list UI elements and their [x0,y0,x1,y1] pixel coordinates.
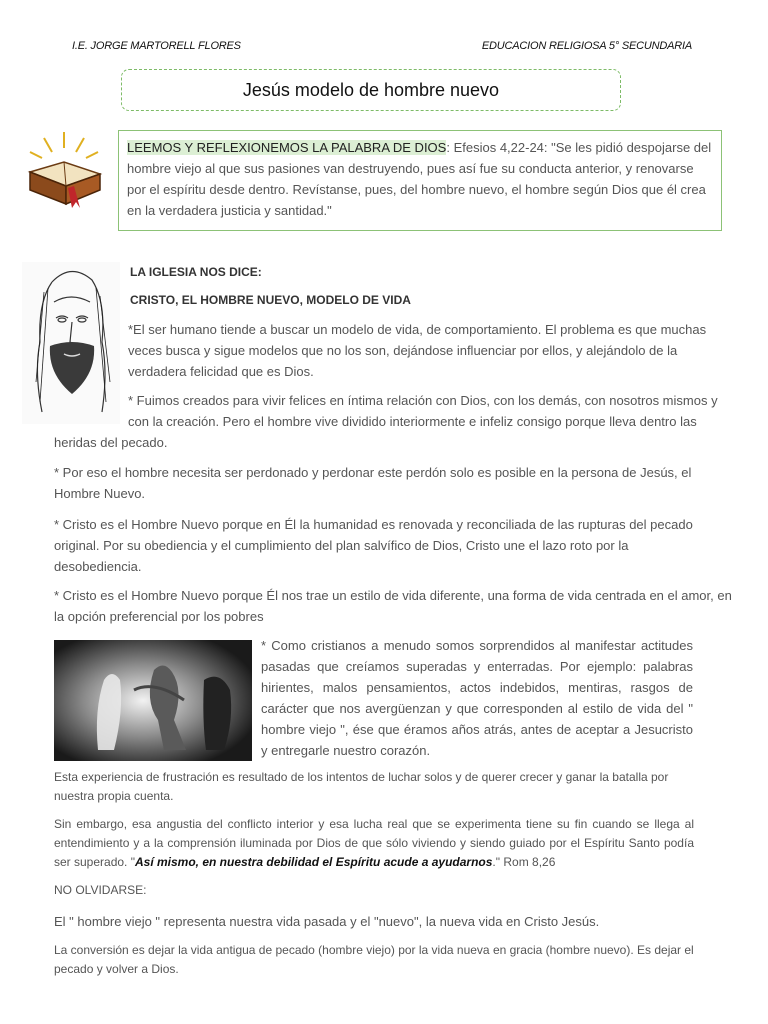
jesus-sketch-image [22,262,120,424]
bible-reading-box [118,130,722,231]
paragraph-8-ref: ." Rom 8,26 [492,855,556,869]
paragraph-10: El " hombre viejo " representa nuestra vida pasada y el "nuevo", la nueva vida en Cristo Jesús. [54,914,600,929]
paragraph-8-text: Sin embargo, esa angustia del conflicto interior y esa lucha real que se experimenta tiene su fin cuando se llega al entendimiento y a la comprensión iluminada por Dios de que sólo viviendo y siendo guiado por el Espíritu Santo podía ser superado. " [54,817,694,869]
paragraph-6: * Como cristianos a menudo somos sorprendidos al manifestar actitudes pasadas que creíamos superadas y enterradas. Por ejemplo: palabras hirientes, malos pensamientos, actos indebidos, mentiras, rasgos de carácter que nos avergüenzan y que corresponden al estilo de vida del " hombre viejo ", ése que éramos años atrás, antes de aceptar a Jesucristo y entregarle nuestro corazón. [261,638,693,758]
paragraph-3: * Por eso el hombre necesita ser perdonado y perdonar este perdón solo es posible en la persona de Jesús, el Hombre Nuevo. [54,465,692,501]
paragraph-8 [54,815,694,872]
page-title: Jesús modelo de hombre nuevo [242,79,500,100]
heading-cristo: CRISTO, EL HOMBRE NUEVO, MODELO DE VIDA [130,293,411,307]
paragraph-4: * Cristo es el Hombre Nuevo porque en Él la humanidad es renovada y reconciliada de las rupturas del pecado original. Por su obediencia y el cumplimiento del plan salvífico de Dios, Cristo une el lazo roto por la desobediencia. [54,517,693,574]
reading-text: Efesios 4,22-24: "Se les pidió despojarse del hombre viejo al que sus pasiones van destruyendo, pues así fue su conducta anterior, y renovarse por el espíritu desde dentro. Revístanse, pues, del hombre nuevo, el hombre según Dios que él crea en la verdadera justicia y santidad." [127,140,712,218]
heading-iglesia: LA IGLESIA NOS DICE: [130,265,262,279]
bible-icon [22,128,106,212]
course-name: EDUCACION RELIGIOSA 5° SECUNDARIA [481,40,692,52]
paragraph-5: * Cristo es el Hombre Nuevo porque Él nos trae un estilo de vida diferente, una forma de vida centrada en el amor, en la opción preferencial por los pobres [54,588,732,624]
paragraph-8-quote: Así mismo, en nuestra debilidad el Espíritu acude a ayudarnos [134,855,493,869]
paragraph-7: Esta experiencia de frustración es resultado de los intentos de luchar solos y de querer crecer y ganar la batalla por nuestra propia cuenta. [54,770,669,803]
paragraph-11: La conversión es dejar la vida antigua de pecado (hombre viejo) por la vida nueva en gracia (hombre nuevo). Es dejar el pecado y volver a Dios. [54,943,694,976]
title-box [121,69,621,111]
paragraph-1: *El ser humano tiende a buscar un modelo de vida, de comportamiento. El problema es que muchas veces busca y sigue modelos que no los son, dejándose influenciar por ellos, y alejándolo de la verdadera felicidad que es Dios. [128,322,707,379]
paragraph-2b: heridas del pecado. [54,435,168,450]
reading-label: LEEMOS Y REFLEXIONEMOS LA PALABRA DE DIOS [127,140,447,155]
colon: : [446,140,450,155]
dancers-image [54,640,252,761]
school-name: I.E. JORGE MARTORELL FLORES [72,40,241,52]
no-olvidarse-label: NO OLVIDARSE: [54,883,147,897]
paragraph-2a: * Fuimos creados para vivir felices en íntima relación con Dios, con los demás, con nosotros mismos y con la creación. Pero el hombre vive dividido interiormente e infeliz consigo porque lleva dentro las [128,393,718,429]
